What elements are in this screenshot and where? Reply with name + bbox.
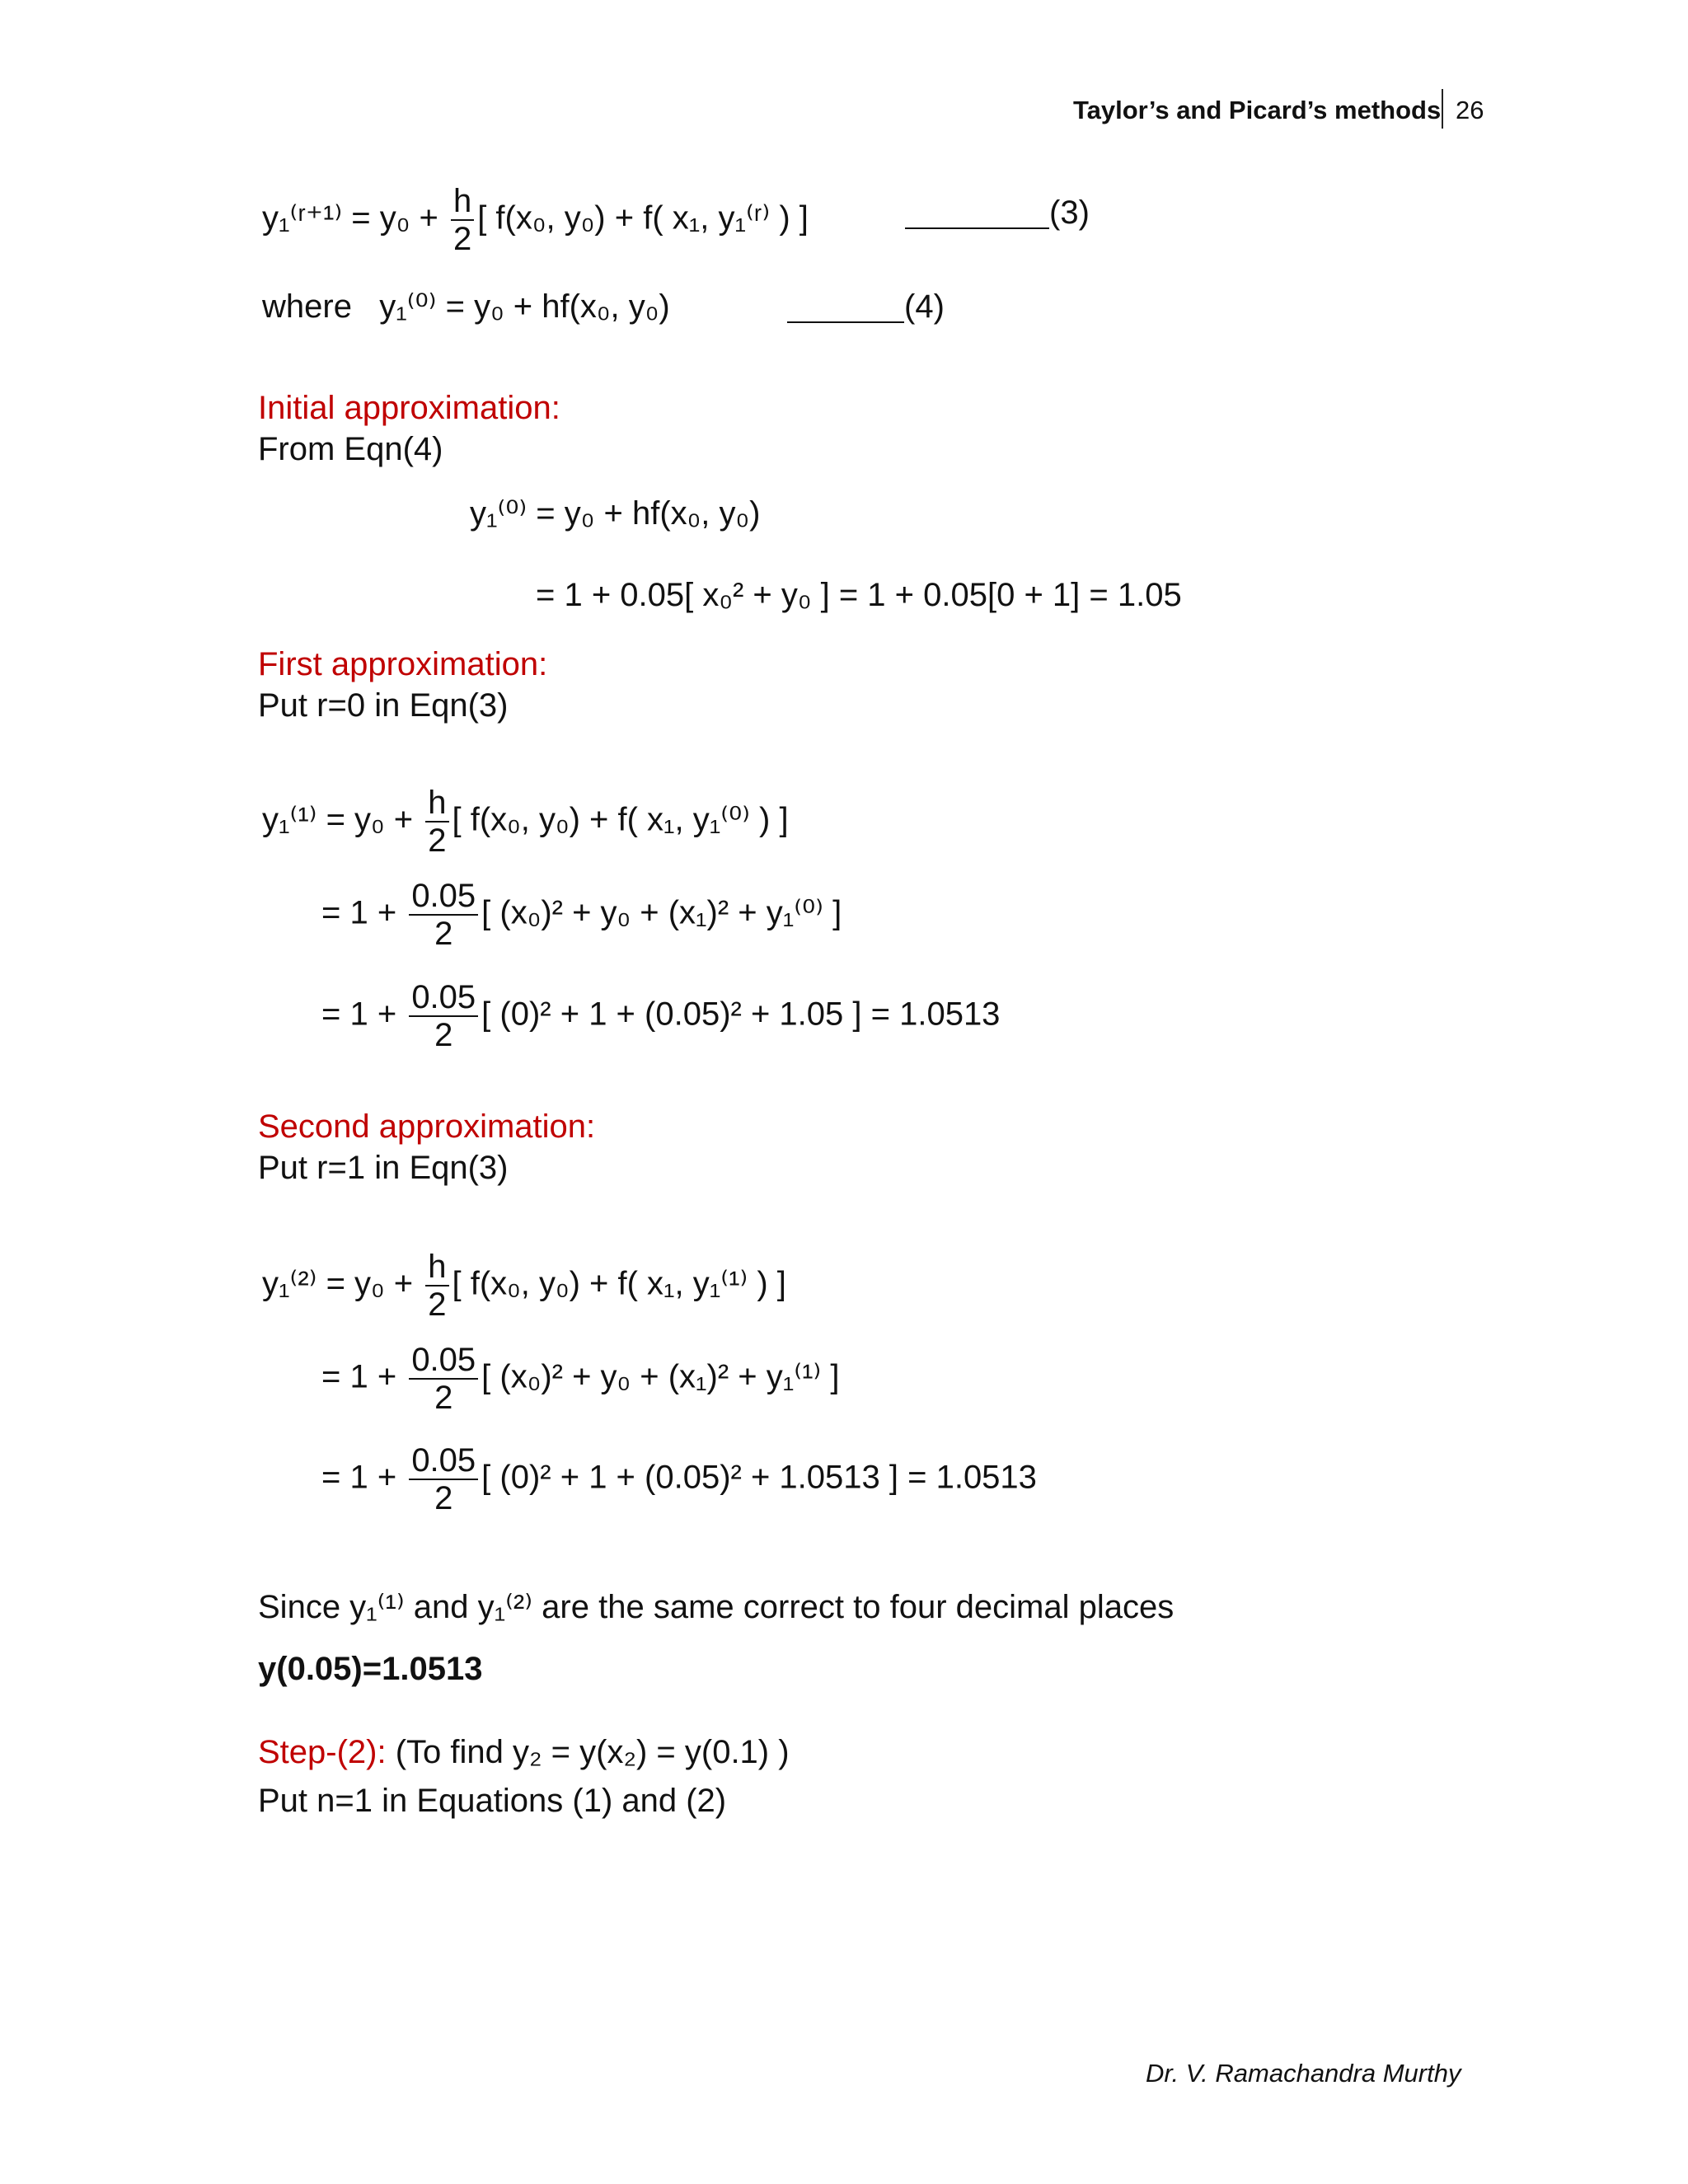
conclusion-text: Since y₁⁽¹⁾ and y₁⁽²⁾ are the same correct to four decimal places — [258, 1589, 1175, 1625]
initial-approximation-heading: Initial approximation: — [258, 390, 560, 426]
initial-line-2: = 1 + 0.05[ x₀² + y₀ ] = 1 + 0.05[0 + 1] = 1.05 — [536, 577, 1182, 613]
second-line-2: = 1 + $\frac{0.05}{2}$ [ (x₀)² + y₀ + (x₁)² + y₁⁽¹⁾ ] — [321, 1342, 840, 1416]
step2-text: (To find y₂ = y(x₂) = y(0.1) ) — [386, 1734, 790, 1770]
first-line-1: y₁⁽¹⁾ = y₀ + $\frac{h}{2}$ [ f(x₀, y₀) + f( x₁, y₁⁽⁰⁾ ) ] — [262, 785, 789, 859]
first-frac-2: $\frac{0.05}{2}$ — [409, 878, 478, 952]
eq3-rhs: [ f(x₀, y₀) + f( x₁, y₁⁽ʳ⁾ ) ] — [477, 199, 809, 237]
second-line-3: = 1 + $\frac{0.05}{2}$ [ (0)² + 1 + (0.05)² + 1.0513 ] = 1.0513 — [321, 1442, 1037, 1516]
page-number: 26 — [1456, 96, 1484, 124]
running-header: Taylor’s and Picard’s methods — [1073, 96, 1442, 124]
conclusion-result: y(0.05)=1.0513 — [258, 1651, 483, 1687]
second-frac-2: $\frac{0.05}{2}$ — [409, 1342, 478, 1416]
eq4-expr: y₁⁽⁰⁾ = y₀ + hf(x₀, y₀) — [379, 288, 670, 325]
second-approximation-heading: Second approximation: — [258, 1108, 596, 1145]
footer-author: Dr. V. Ramachandra Murthy — [1146, 2059, 1461, 2088]
equation-3 — [262, 183, 809, 257]
first-approximation-heading: First approximation: — [258, 646, 548, 682]
eq4-where: where — [262, 288, 352, 325]
eq3-tag: (3) — [1049, 194, 1090, 231]
first-line-3: = 1 + $\frac{0.05}{2}$ [ (0)² + 1 + (0.05)² + 1.05 ] = 1.0513 — [321, 979, 1001, 1053]
second-h-fraction: $\frac{h}{2}$ — [425, 1249, 448, 1323]
first-frac-3: $\frac{0.05}{2}$ — [409, 979, 478, 1053]
eq3-fraction: $\frac{h}{2}$ — [451, 183, 474, 257]
eq3-lhs: y₁⁽ʳ⁺¹⁾ = y₀ + — [262, 199, 448, 237]
eq4-blank — [787, 292, 904, 323]
step2-line-2: Put n=1 in Equations (1) and (2) — [258, 1783, 727, 1819]
equation-4 — [262, 290, 670, 323]
step2-label: Step-(2): — [258, 1734, 387, 1770]
second-intro: Put r=1 in Eqn(3) — [258, 1150, 509, 1186]
initial-intro: From Eqn(4) — [258, 431, 443, 467]
eq4-tag: (4) — [904, 288, 945, 325]
equation-4-tag — [787, 290, 945, 323]
step2-line-1 — [258, 1736, 790, 1769]
second-line-1: y₁⁽²⁾ = y₀ + $\frac{h}{2}$ [ f(x₀, y₀) + f( x₁, y₁⁽¹⁾ ) ] — [262, 1249, 786, 1323]
first-line-2: = 1 + $\frac{0.05}{2}$ [ (x₀)² + y₀ + (x₁)² + y₁⁽⁰⁾ ] — [321, 878, 842, 952]
header-divider — [1442, 89, 1443, 129]
eq3-blank — [905, 198, 1049, 229]
second-frac-3: $\frac{0.05}{2}$ — [409, 1442, 478, 1516]
equation-3-tag — [905, 196, 1090, 229]
first-intro: Put r=0 in Eqn(3) — [258, 687, 509, 724]
initial-line-1: y₁⁽⁰⁾ = y₀ + hf(x₀, y₀) — [470, 495, 761, 532]
first-h-fraction: $\frac{h}{2}$ — [425, 785, 448, 859]
